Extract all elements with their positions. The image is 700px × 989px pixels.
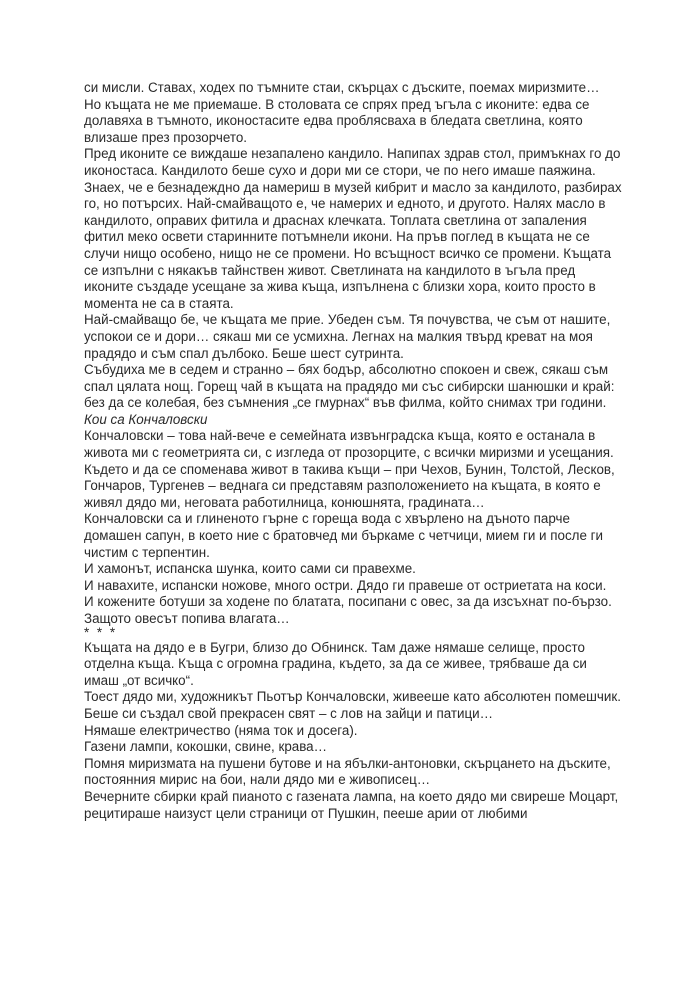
paragraph: Помня миризмата на пушени бутове и на ябълки-антоновки, скърцането на дъските, постоянния мирис на бои, нали дядо ми е живописец… bbox=[84, 755, 611, 788]
paragraph: Кончаловски са и глиненото гърне с гореща вода с хвърлено на дъното парче домашен сапун, в което ние с братовчед ми бъркаме с четчици, мием ги и после ги чистим с терпентин. bbox=[84, 511, 603, 560]
paragraph: Нямаше електричество (няма ток и досега). bbox=[84, 722, 358, 738]
paragraph: Но къщата не ме приемаше. В столовата се спрях пред ъгъла с иконите: едва се долавяха в тъмното, иконостасите едва проблясваха в бледата светлина, която влизаше през прозорчето. bbox=[84, 96, 590, 145]
paragraph: Къщата на дядо е в Бугри, близо до Обнинск. Там даже нямаше селище, просто отделна къща. Къща с огромна градина, където, за да се живее, трябваше да си имаш „от всичко“. bbox=[84, 639, 587, 688]
paragraph: И кожените ботуши за ходене по блатата, посипани с овес, за да изсъхнат по-бързо. Защото овесът попива влагата… bbox=[84, 594, 612, 626]
paragraph: И хамонът, испанска шунка, които сами си правехме. bbox=[84, 561, 416, 577]
paragraph: Най-смайващо бе, че къщата ме прие. Убеден съм. Тя почувства, че съм от нашите, успокои се и дори… сякаш ми се усмихна. Легнах на малкия твърд креват на моя прадядо и съм спал дълбоко. Беше шест сутринта. bbox=[84, 312, 611, 361]
document-body bbox=[84, 80, 624, 822]
section-heading: Кои са Кончаловски bbox=[84, 411, 208, 427]
paragraph: си мисли. Ставах, ходех по тъмните стаи, скърцах с дъските, поемах миризмите… bbox=[84, 80, 600, 95]
paragraph: Газени лампи, кокошки, свине, крава… bbox=[84, 739, 328, 755]
paragraph: Кончаловски – това най-вече е семейната извънградска къща, която е останала в живота ми с геометрията си, с изгледа от прозорците, с всички миризми и усещания. Където и да се споменава живот в такива къщи – при Чехов, Бунин, Толстой, Лесков, Гончаров, Тургенев – веднага си представям разположението на къщата, в която е живял дядо ми, неговата работилница, конюшнята, градината… bbox=[84, 428, 615, 510]
paragraph: Вечерните сбирки край пианото с газената лампа, на което дядо ми свиреше Моцарт, рецитираше наизуст цели страници от Пушкин, пееше арии от любими bbox=[84, 788, 619, 821]
paragraph: И навахите, испански ножове, много остри. Дядо ги правеше от остриетата на коси. bbox=[84, 577, 607, 593]
paragraph: Пред иконите се виждаше незапалено кандило. Напипах здрав стол, примъкнах го до иконостаса. Кандилото беше сухо и дори ми се стори, че по него имаше паяжина. Знаех, че е безнадеждно да намериш в музей кибрит и масло за кандилото, разбирах го, но потърсих. Най-смайващото е, че намерих и едното, и другото. Налях масло в кандилото, оправих фитила и драснах клечката. Топлата светлина от запаления фитил меко освети старинните потъмнели икони. На пръв поглед в къщата не се случи нищо особено, нищо не се промени. Но всъщност всичко се промени. Къщата се изпълни с някакъв тайнствен живот. Светлината на кандилото в ъгъла пред иконите създаде усещане за жива къща, изпълнена с близки хора, които просто в момента не са в стаята. bbox=[84, 146, 622, 311]
paragraph: Събудиха ме в седем и странно – бях бодър, абсолютно спокоен и свеж, сякаш съм спал цялата нощ. Горещ чай в къщата на прадядо ми със сибирски шанюшки и край: без да се колебая, без съмнения „се гмурнах“ във филма, който снимах три години. bbox=[84, 362, 615, 411]
paragraph: Тоест дядо ми, художникът Пьотър Кончаловски, живееше като абсолютен помешчик. Беше си създал свой прекрасен свят – с лов на зайци и патици… bbox=[84, 689, 621, 721]
section-separator: * * * bbox=[84, 624, 118, 640]
